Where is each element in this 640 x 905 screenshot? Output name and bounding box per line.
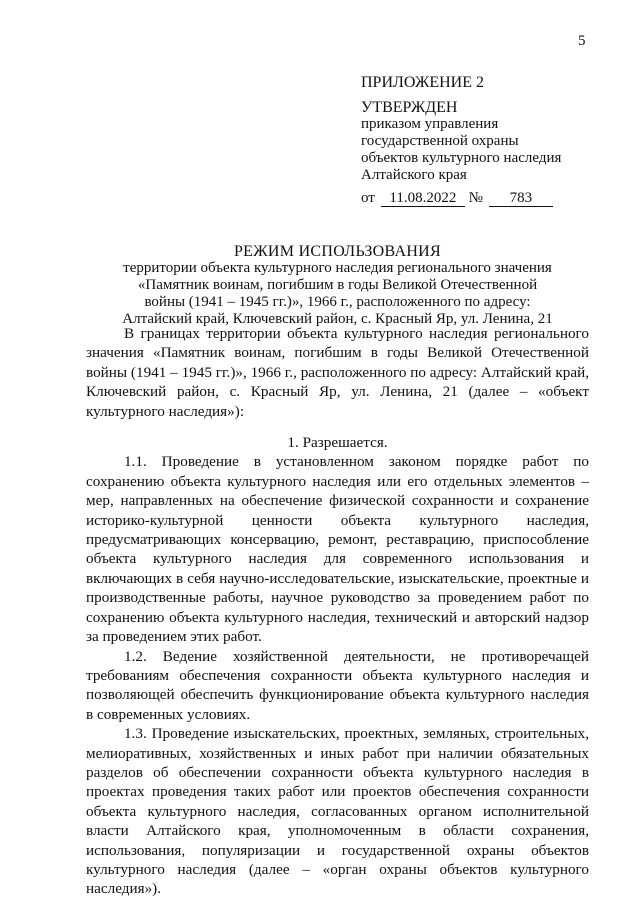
order-line bbox=[361, 190, 601, 207]
heading-line: войны (1941 – 1945 гг.)», 1966 г., расположенного по адресу: bbox=[144, 294, 531, 310]
approval-line: Алтайского края bbox=[361, 167, 467, 183]
approval-line: государственной охраны bbox=[361, 133, 519, 149]
appendix-block bbox=[361, 74, 601, 207]
heading-title: РЕЖИМ ИСПОЛЬЗОВАНИЯ bbox=[233, 243, 442, 260]
page-number: 5 bbox=[578, 33, 586, 49]
document-body bbox=[86, 324, 589, 899]
from-label: от bbox=[361, 190, 375, 206]
approved-label: УТВЕРЖДЕН bbox=[361, 99, 458, 116]
item-paragraph: 1.1. Проведение в установленном законом порядке работ по сохранению объекта культурного наследия или его отдельных элементов – мер, направленных на обеспечение физической сохранности и сохранение историко-культурной ценности объекта культурного наследия, предусматривающих консервацию, ремонт, реставрацию, приспособление объекта культурного наследия для современного использования и включающих в себя научно-исследовательские, изыскательские, проектные и производственные работы, научное руководство за проведением работ по сохранению объекта культурного наследия, технический и авторский надзор за проведением этих работ. bbox=[86, 453, 589, 646]
order-number: 783 bbox=[489, 191, 553, 207]
heading-line: территории объекта культурного наследия регионального значения bbox=[123, 260, 552, 276]
section-title: 1. Разрешается. bbox=[287, 434, 388, 452]
order-date: 11.08.2022 bbox=[381, 191, 465, 207]
approval-line: объектов культурного наследия bbox=[361, 150, 562, 166]
appendix-title: ПРИЛОЖЕНИЕ 2 bbox=[361, 74, 485, 91]
intro-paragraph: В границах территории объекта культурного наследия регионального значения «Памятник воинам, погибшим в годы Великой Отечественной войны (1941 – 1945 гг.)», 1966 г., расположенного по адресу: Алтайский край, Ключевский район, с. Красный Яр, ул. Ленина, 21 (далее – «объект культурного наследия»): bbox=[86, 325, 589, 420]
approval-line: приказом управления bbox=[361, 116, 499, 132]
number-label: № bbox=[468, 190, 483, 206]
heading-line: Алтайский край, Ключевский район, с. Красный Яр, ул. Ленина, 21 bbox=[122, 311, 553, 327]
document-heading bbox=[60, 243, 615, 328]
item-paragraph: 1.2. Ведение хозяйственной деятельности, не противоречащей требованиям обеспечения сохранности объекта культурного наследия и позволяющей обеспечить функционирование объекта культурного наследия в современных условиях. bbox=[86, 647, 589, 723]
item-paragraph: 1.3. Проведение изыскательских, проектных, земляных, строительных, мелиоративных, хозяйственных и иных работ при наличии обязательных разделов об обеспечении сохранности объекта культурного наследия в проектах проведения таких работ или проектов обеспечения сохранности объекта культурного наследия, согласованных органом исполнительной власти Алтайского края, уполномоченным в области сохранения, использования, популяризации и государственной охраны объектов культурного наследия (далее – «орган охраны объектов культурного наследия»). bbox=[86, 725, 589, 898]
heading-line: «Памятник воинам, погибшим в годы Великой Отечественной bbox=[137, 277, 538, 293]
